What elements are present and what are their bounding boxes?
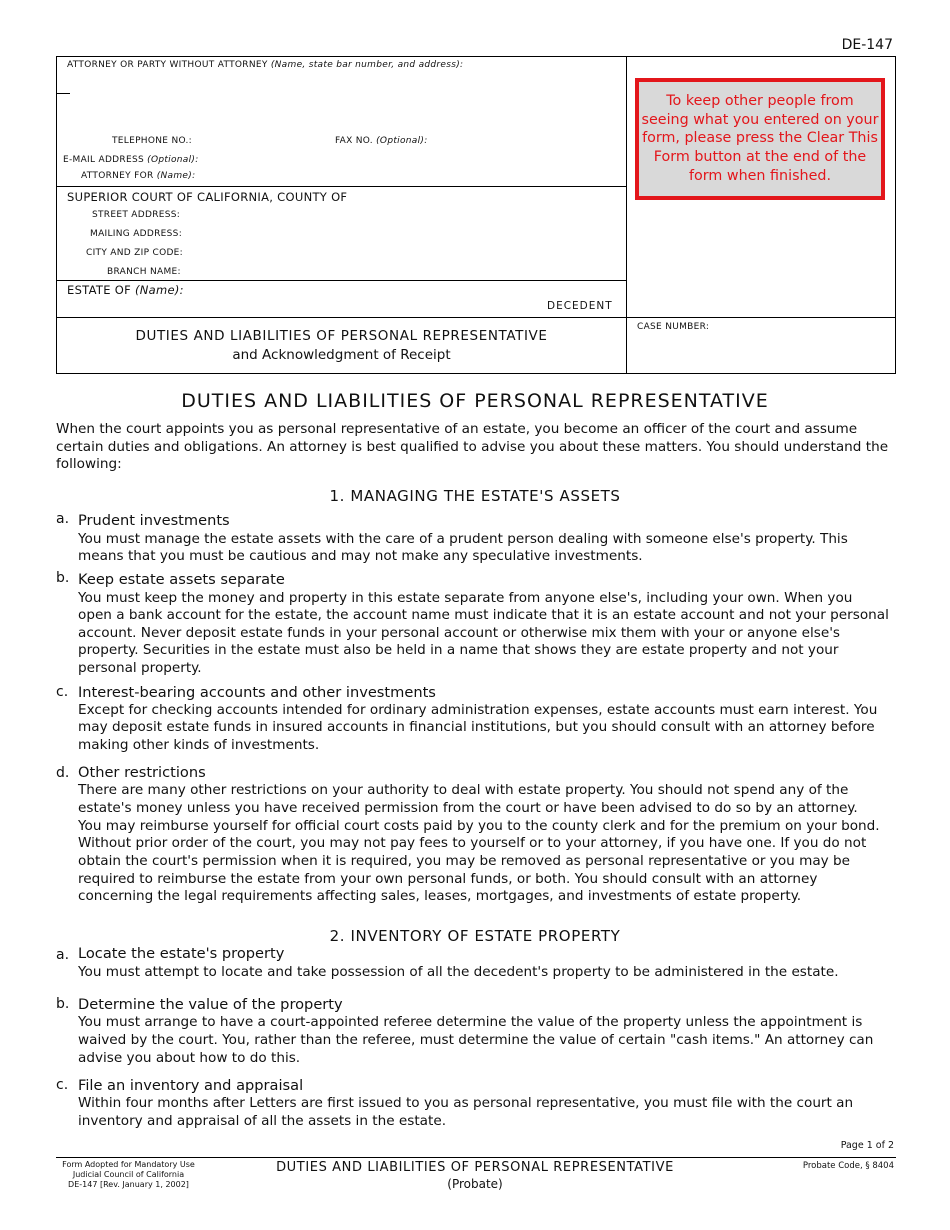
item-line: inventory and appraisal of all the assets in the estate.: [78, 1113, 447, 1129]
item-line: concerning the legal requirements affecting sales, leases, mortgages, and investments of estate property.: [78, 888, 802, 904]
item-line: You must keep the money and property in this estate separate from anyone else's, including your own. When you: [78, 590, 853, 606]
court-title: SUPERIOR COURT OF CALIFORNIA, COUNTY OF: [67, 190, 348, 204]
street-address-label: STREET ADDRESS:: [92, 210, 181, 220]
item-marker: a.: [56, 947, 70, 963]
main-title: DUTIES AND LIABILITIES OF PERSONAL REPRESENTATIVE: [181, 390, 769, 412]
item-title: Prudent investments: [78, 512, 230, 529]
intro-paragraph: When the court appoints you as personal representative of an estate, you become an officer of the court and assume certain duties and obligations. An attorney is best qualified to advise you about these matters. You should understand the following:: [56, 421, 889, 473]
item-marker: b.: [56, 570, 70, 586]
item-title: Other restrictions: [78, 764, 206, 781]
item-line: Except for checking accounts intended for ordinary administration expenses, estate accounts must earn interest. You: [78, 702, 878, 718]
fax-label: FAX NO. (Optional):: [335, 136, 428, 146]
section-2-heading: 2. INVENTORY OF ESTATE PROPERTY: [329, 927, 621, 945]
item-line: You must manage the estate assets with the care of a prudent person dealing with someone else's property. This: [78, 531, 848, 547]
footer-subtitle: (Probate): [447, 1177, 503, 1191]
item-line: estate's money unless you have received permission from the court or have been advised to do so by an attorney.: [78, 800, 858, 816]
form-title-line2: and Acknowledgment of Receipt: [232, 347, 451, 363]
telephone-label: TELEPHONE NO.:: [112, 136, 192, 146]
attorney-for-label: ATTORNEY FOR (Name):: [81, 171, 196, 181]
item-marker: a.: [56, 511, 70, 527]
section-1-heading: 1. MANAGING THE ESTATE'S ASSETS: [329, 487, 621, 505]
item-line: There are many other restrictions on your authority to deal with estate property. You should not spend any of the: [78, 782, 849, 798]
branch-name-label: BRANCH NAME:: [107, 267, 181, 277]
probate-code: Probate Code, § 8404: [802, 1161, 894, 1171]
item-line: waived by the court. You, rather than the referee, must determine the value of certain "cash items." An attorney can: [78, 1032, 874, 1048]
estate-of-label: ESTATE OF (Name):: [67, 283, 184, 297]
attorney-label: ATTORNEY OR PARTY WITHOUT ATTORNEY (Name, state bar number, and address):: [67, 60, 464, 70]
item-title: Keep estate assets separate: [78, 571, 285, 588]
form-title-line1: DUTIES AND LIABILITIES OF PERSONAL REPRESENTATIVE: [135, 328, 548, 344]
privacy-notice-text: To keep other people from seeing what you entered on your form, please press the Clear This Form button at the end of the form when finished.: [641, 93, 879, 184]
city-zip-label: CITY AND ZIP CODE:: [86, 248, 183, 258]
adopted-line: Judicial Council of California: [72, 1170, 185, 1179]
footer-rule: [56, 1157, 896, 1158]
item-marker: d.: [56, 765, 70, 781]
item-line: personal property.: [78, 660, 202, 676]
item-line: making other kinds of investments.: [78, 737, 320, 753]
case-number-label: CASE NUMBER:: [637, 322, 710, 332]
item-line: open a bank account for the estate, the account name must indicate that it is an estate account and not your personal: [78, 607, 889, 623]
item-marker: c.: [56, 684, 69, 700]
page-number: Page 1 of 2: [840, 1140, 894, 1151]
item-marker: b.: [56, 996, 70, 1012]
item-line: property. Securities in the estate must also be held in a name that shows they are estate property and not your: [78, 642, 839, 658]
form-number: DE-147: [841, 37, 893, 53]
item-marker: c.: [56, 1077, 69, 1093]
footer-title: DUTIES AND LIABILITIES OF PERSONAL REPRESENTATIVE: [276, 1160, 674, 1175]
item-title: Locate the estate's property: [78, 945, 285, 962]
item-line: advise you about how to do this.: [78, 1050, 301, 1066]
item-line: obtain the court's permission when it is required, you may be removed as personal representative or you may be: [78, 853, 851, 869]
item-line: You must arrange to have a court-appointed referee determine the value of the property unless the appointment is: [78, 1014, 863, 1030]
item-line: may deposit estate funds in insured accounts in financial institutions, but you should consult with an attorney before: [78, 719, 875, 735]
adopted-line: Form Adopted for Mandatory Use: [62, 1160, 195, 1169]
item-line: account. Never deposit estate funds in your personal account or otherwise mix them with your or anyone else's: [78, 625, 841, 641]
item-line: You must attempt to locate and take possession of all the decedent's property to be administered in the estate.: [78, 964, 839, 980]
item-line: You may reimburse yourself for official court costs paid by you to the county clerk and for the premium on your bond.: [78, 818, 880, 834]
item-line: Without prior order of the court, you may not pay fees to yourself or to your attorney, if you have one. If you do not: [78, 835, 867, 851]
decedent-label: DECEDENT: [547, 300, 613, 312]
item-line: means that you must be cautious and may not make any speculative investments.: [78, 548, 643, 564]
item-title: Determine the value of the property: [78, 996, 343, 1013]
adopted-line: DE-147 [Rev. January 1, 2002]: [68, 1180, 189, 1189]
item-title: File an inventory and appraisal: [78, 1077, 304, 1094]
privacy-notice: [635, 78, 885, 200]
item-title: Interest-bearing accounts and other investments: [78, 684, 436, 701]
item-line: Within four months after Letters are first issued to you as personal representative, you must file with the court an: [78, 1095, 854, 1111]
email-label: E-MAIL ADDRESS (Optional):: [63, 155, 199, 165]
mailing-address-label: MAILING ADDRESS:: [90, 229, 183, 239]
item-line: required to reimburse the estate from your own personal funds, or both. You should consult with an attorney: [78, 871, 818, 887]
